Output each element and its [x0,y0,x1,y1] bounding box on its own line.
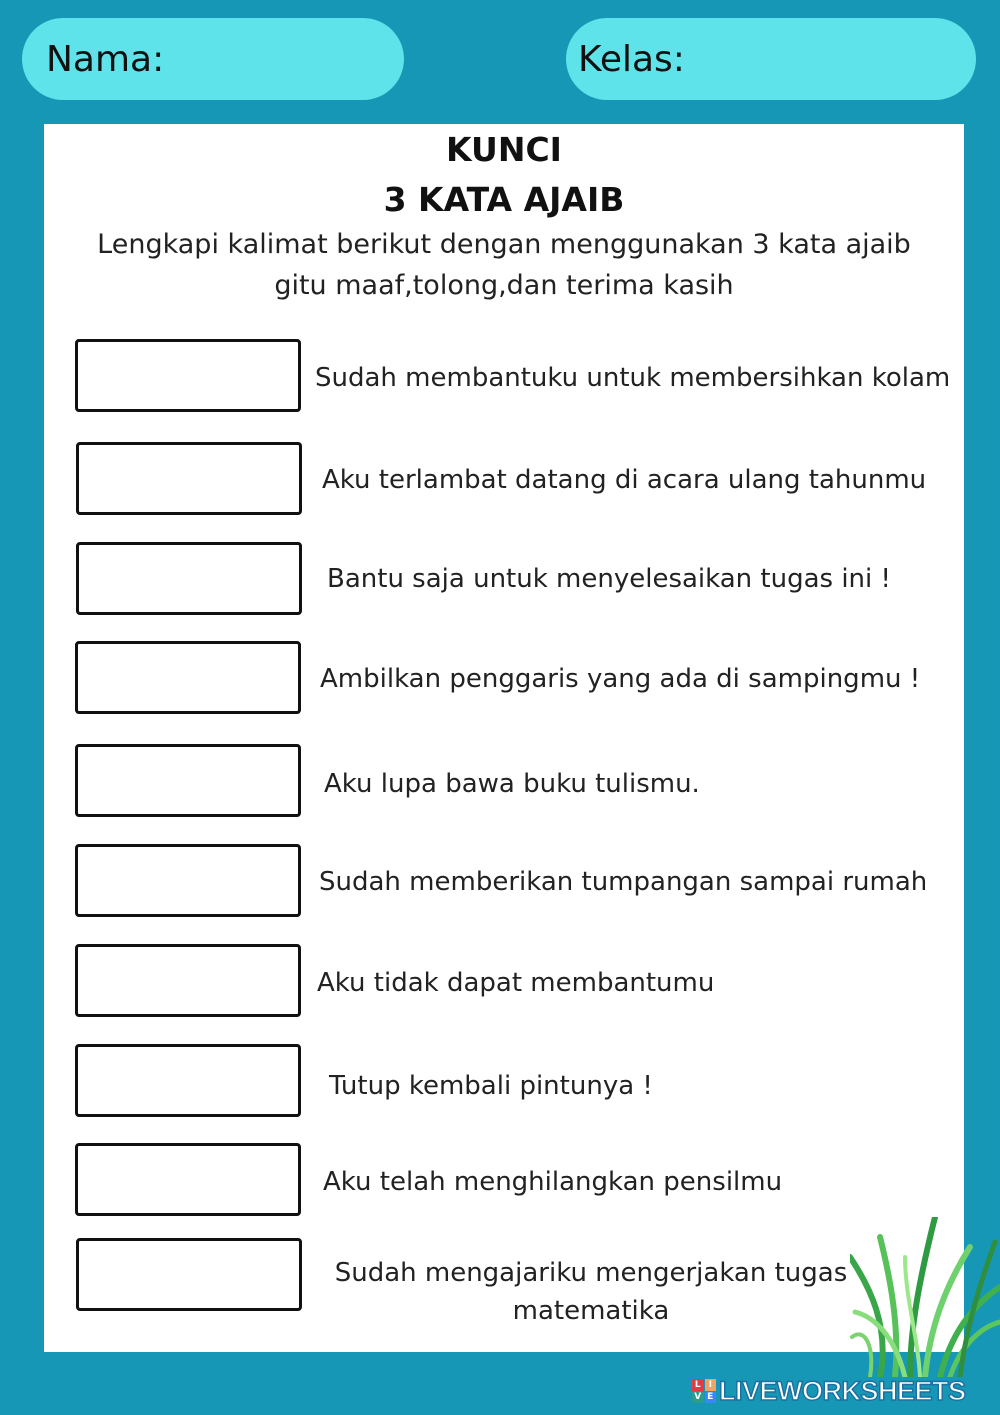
answer-box-10[interactable] [76,1238,302,1311]
instruction-line-2: gitu maaf,tolong,dan terima kasih [274,270,734,301]
logo-mark-letter: E [705,1392,717,1404]
answer-box-2[interactable] [76,442,302,515]
answer-box-9[interactable] [75,1143,301,1216]
answer-box-8[interactable] [75,1044,301,1117]
sentence-10: Sudah mengajariku mengerjakan tugas matematika [334,1258,848,1326]
liveworksheets-logo-text: LIVEWORKSHEETS [719,1375,966,1406]
liveworksheets-logo-mark [692,1379,716,1403]
name-field-container [22,18,404,100]
logo-mark-letter: L [692,1379,704,1391]
instruction-line-1: Lengkapi kalimat berikut dengan menggunakan 3 kata ajaib [97,229,911,260]
sentence-3: Bantu saja untuk menyelesaikan tugas ini ! [327,564,891,594]
worksheet-title: 3 KATA AJAIB [383,180,625,219]
logo-mark-letter: V [692,1392,704,1404]
answer-box-5[interactable] [75,744,301,817]
grass-decoration [850,1217,1000,1377]
answer-box-6[interactable] [75,844,301,917]
name-label: Nama: [46,38,165,80]
sentence-7: Aku tidak dapat membantumu [317,968,715,998]
name-input[interactable] [178,28,581,90]
worksheet-title-kunci: KUNCI [446,130,562,169]
sentence-1: Sudah membantuku untuk membersihkan kolam [315,363,951,393]
class-input[interactable] [699,28,1000,90]
answer-box-4[interactable] [75,641,301,714]
answer-box-1[interactable] [75,339,301,412]
sentence-2: Aku terlambat datang di acara ulang tahunmu [322,465,927,495]
class-label: Kelas: [578,38,685,80]
worksheet-sheet [44,124,964,1352]
logo-mark-letter: I [705,1379,717,1391]
sentence-6: Sudah memberikan tumpangan sampai rumah [319,867,928,897]
sentence-9: Aku telah menghilangkan pensilmu [323,1167,783,1197]
class-field-container [566,18,976,100]
sentence-5: Aku lupa bawa buku tulismu. [324,769,700,799]
sentence-4: Ambilkan penggaris yang ada di sampingmu ! [320,664,921,694]
liveworksheets-logo [692,1376,966,1406]
answer-box-3[interactable] [76,542,302,615]
worksheet-instruction [54,224,954,306]
answer-box-7[interactable] [75,944,301,1017]
sentence-8: Tutup kembali pintunya ! [329,1071,653,1101]
